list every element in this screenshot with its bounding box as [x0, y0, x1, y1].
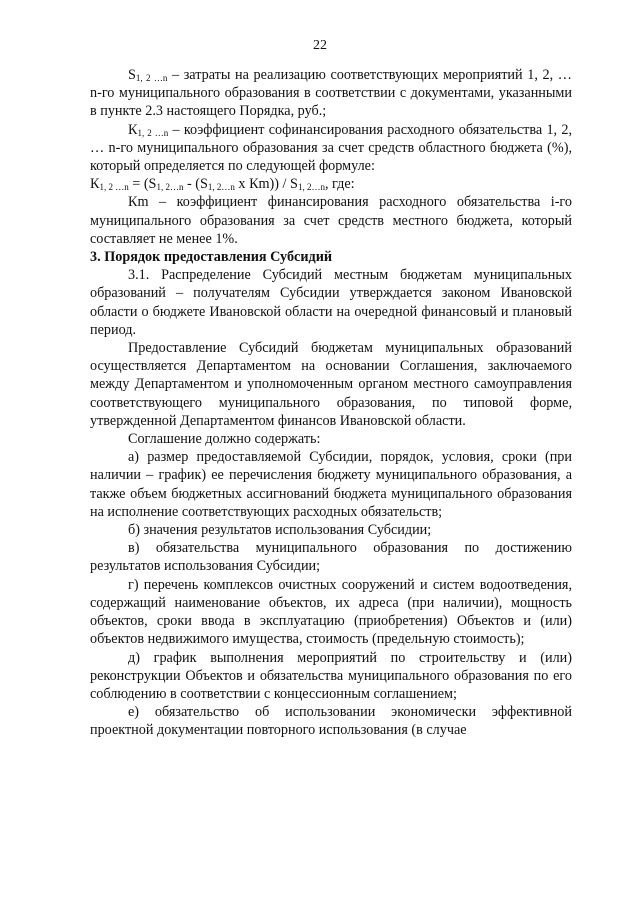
formula-k: К [90, 176, 100, 193]
s-definition [90, 66, 572, 121]
list-item-b: б) значения результатов использования Субсидии; [128, 522, 432, 539]
list-item-d: д) график выполнения мероприятий по строительству и (или) реконструкции Объектов и обязательства муниципального образования по его соблюдению в соответствии с концессионным соглашением; [90, 649, 572, 702]
k-definition-text: – коэффициент софинансирования расходного обязательства 1, 2, … n-го муниципального образования за счет средств областного бюджета (%), который определяется по следующей формуле: [90, 121, 573, 175]
formula-times: x Кm)) / S [234, 176, 298, 193]
paragraph-3-1: 3.1. Распределение Субсидий местным бюджетам муниципальных образований – получателям Субсидии утверждается законом Ивановской области о бюджете Ивановской области на очередной финансовый и плановый период. [90, 267, 572, 338]
formula-minus: - (S [183, 176, 208, 193]
formula-s1-sub: 1, 2…n [156, 182, 184, 193]
document-body [90, 66, 572, 740]
km-definition: Кm – коэффициент финансирования расходного обязательства i-го муниципального образования за счет средств местного бюджета, который составляет не менее 1%. [90, 194, 572, 247]
k-subscript: 1, 2 …n [137, 127, 169, 138]
section-title: 3. Порядок предоставления Субсидий [90, 249, 333, 266]
formula [90, 175, 572, 193]
formula-where: , где: [324, 176, 355, 193]
s-symbol: S [128, 67, 136, 83]
k-definition [90, 121, 572, 176]
formula-eq: = (S [128, 176, 157, 193]
list-item-g: г) перечень комплексов очистных сооружений и систем водоотведения, содержащий наименование объектов, их адреса (при наличии), мощность объектов, сроки ввода в эксплуатацию (приобретения) Объектов и (или) объектов недвижимого имущества, стоимость (предельную стоимость); [90, 576, 572, 648]
formula-s2-sub: 1, 2…n [207, 182, 235, 193]
s-subscript: 1, 2 …n [135, 73, 168, 83]
formula-s3-sub: 1, 2…n [297, 182, 325, 193]
paragraph-provision: Предоставление Субсидий бюджетам муниципальных образований осуществляется Департаментом на основании Соглашения, заключаемого между Департаментом и уполномоченным органом местного самоуправления соответствующего муниципального образования, по типовой форме, утвержденной Департаментом финансов Ивановской области. [90, 340, 572, 429]
paragraph-agreement: Соглашение должно содержать: [128, 431, 321, 448]
list-item-v: в) обязательства муниципального образования по достижению результатов использования Субсидии; [90, 540, 572, 575]
list-item-e: е) обязательство об использовании экономически эффективной проектной документации повторного использования (в случае [90, 704, 572, 739]
s-definition-text: – затраты на реализацию соответствующих мероприятий 1, 2, … n-го муниципального образования в соответствии с документами, указанными в пункте 2.3 настоящего Порядка, руб.; [90, 67, 572, 120]
list-item-a: а) размер предоставляемой Субсидии, порядок, условия, сроки (при наличии – график) ее перечисления бюджету муниципального образования, а также объем бюджетных ассигнований бюджета муниципального образования на исполнение соответствующих расходных обязательств; [90, 449, 572, 520]
page-number: 22 [313, 38, 327, 53]
k-symbol: К [128, 121, 138, 138]
formula-k-sub: 1, 2 …n [99, 182, 129, 193]
